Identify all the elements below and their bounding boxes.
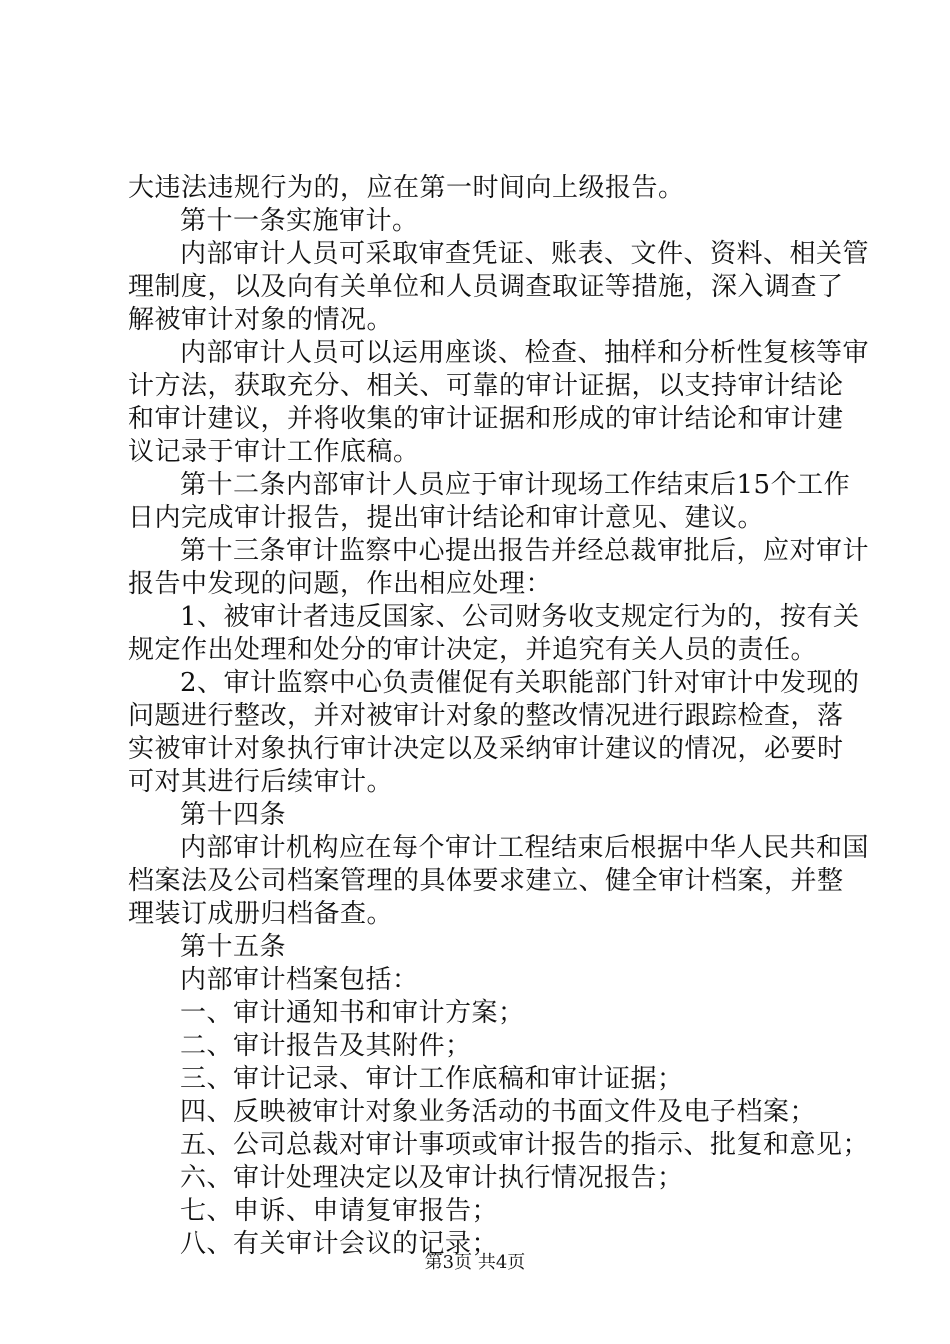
paragraph-line: 可对其进行后续审计。 (128, 767, 394, 797)
list-item: 四、反映被审计对象业务活动的书面文件及电子档案； (180, 1097, 817, 1127)
paragraph-line: 问题进行整改，并对被审计对象的整改情况进行跟踪检查，落 (128, 701, 844, 731)
list-item: 五、公司总裁对审计事项或审计报告的指示、批复和意见； (180, 1130, 870, 1160)
paragraph-line: 第十二条内部审计人员应于审计现场工作结束后15个工作 (180, 470, 851, 500)
list-item: 六、审计处理决定以及审计执行情况报告； (180, 1163, 684, 1193)
paragraph-line: 解被审计对象的情况。 (128, 305, 394, 335)
paragraph-line: 议记录于审计工作底稿。 (128, 437, 420, 467)
paragraph-line: 报告中发现的问题，作出相应处理： (128, 569, 553, 599)
paragraph-line: 内部审计人员可采取审查凭证、账表、文件、资料、相关管 (180, 239, 870, 269)
paragraph-line: 规定作出处理和处分的审计决定，并追究有关人员的责任。 (128, 635, 818, 665)
article-heading: 第十五条 (180, 932, 287, 962)
paragraph-line: 第十三条审计监察中心提出报告并经总裁审批后，应对审计 (180, 536, 870, 566)
paragraph-line: 理装订成册归档备查。 (128, 899, 394, 929)
list-item: 八、有关审计会议的记录； (180, 1229, 499, 1259)
paragraph-line: 大违法违规行为的，应在第一时间向上级报告。 (128, 173, 685, 203)
article-heading: 第十四条 (180, 800, 287, 830)
list-item: 三、审计记录、审计工作底稿和审计证据； (180, 1064, 684, 1094)
page-number-footer: 第3页 共4页 (424, 1252, 526, 1273)
paragraph-line: 2、审计监察中心负责催促有关职能部门针对审计中发现的 (180, 668, 860, 698)
paragraph-line: 档案法及公司档案管理的具体要求建立、健全审计档案，并整 (128, 866, 844, 896)
paragraph-line: 内部审计人员可以运用座谈、检查、抽样和分析性复核等审 (180, 338, 870, 368)
paragraph-line: 内部审计档案包括： (180, 965, 419, 995)
document-body (128, 172, 870, 1261)
list-item: 一、审计通知书和审计方案； (180, 998, 525, 1028)
list-item: 二、审计报告及其附件； (180, 1031, 472, 1061)
list-item: 七、申诉、申请复审报告； (180, 1196, 499, 1226)
paragraph-line: 1、被审计者违反国家、公司财务收支规定行为的，按有关 (180, 602, 860, 632)
paragraph-line: 日内完成审计报告，提出审计结论和审计意见、建议。 (128, 503, 765, 533)
paragraph-line: 内部审计机构应在每个审计工程结束后根据中华人民共和国 (180, 833, 870, 863)
article-heading: 第十一条实施审计。 (180, 206, 419, 236)
paragraph-line: 和审计建议，并将收集的审计证据和形成的审计结论和审计建 (128, 404, 844, 434)
paragraph-line: 实被审计对象执行审计决定以及采纳审计建议的情况，必要时 (128, 734, 844, 764)
paragraph-line: 理制度，以及向有关单位和人员调查取证等措施，深入调查了 (128, 272, 844, 302)
paragraph-line: 计方法，获取充分、相关、可靠的审计证据，以支持审计结论 (128, 371, 844, 401)
